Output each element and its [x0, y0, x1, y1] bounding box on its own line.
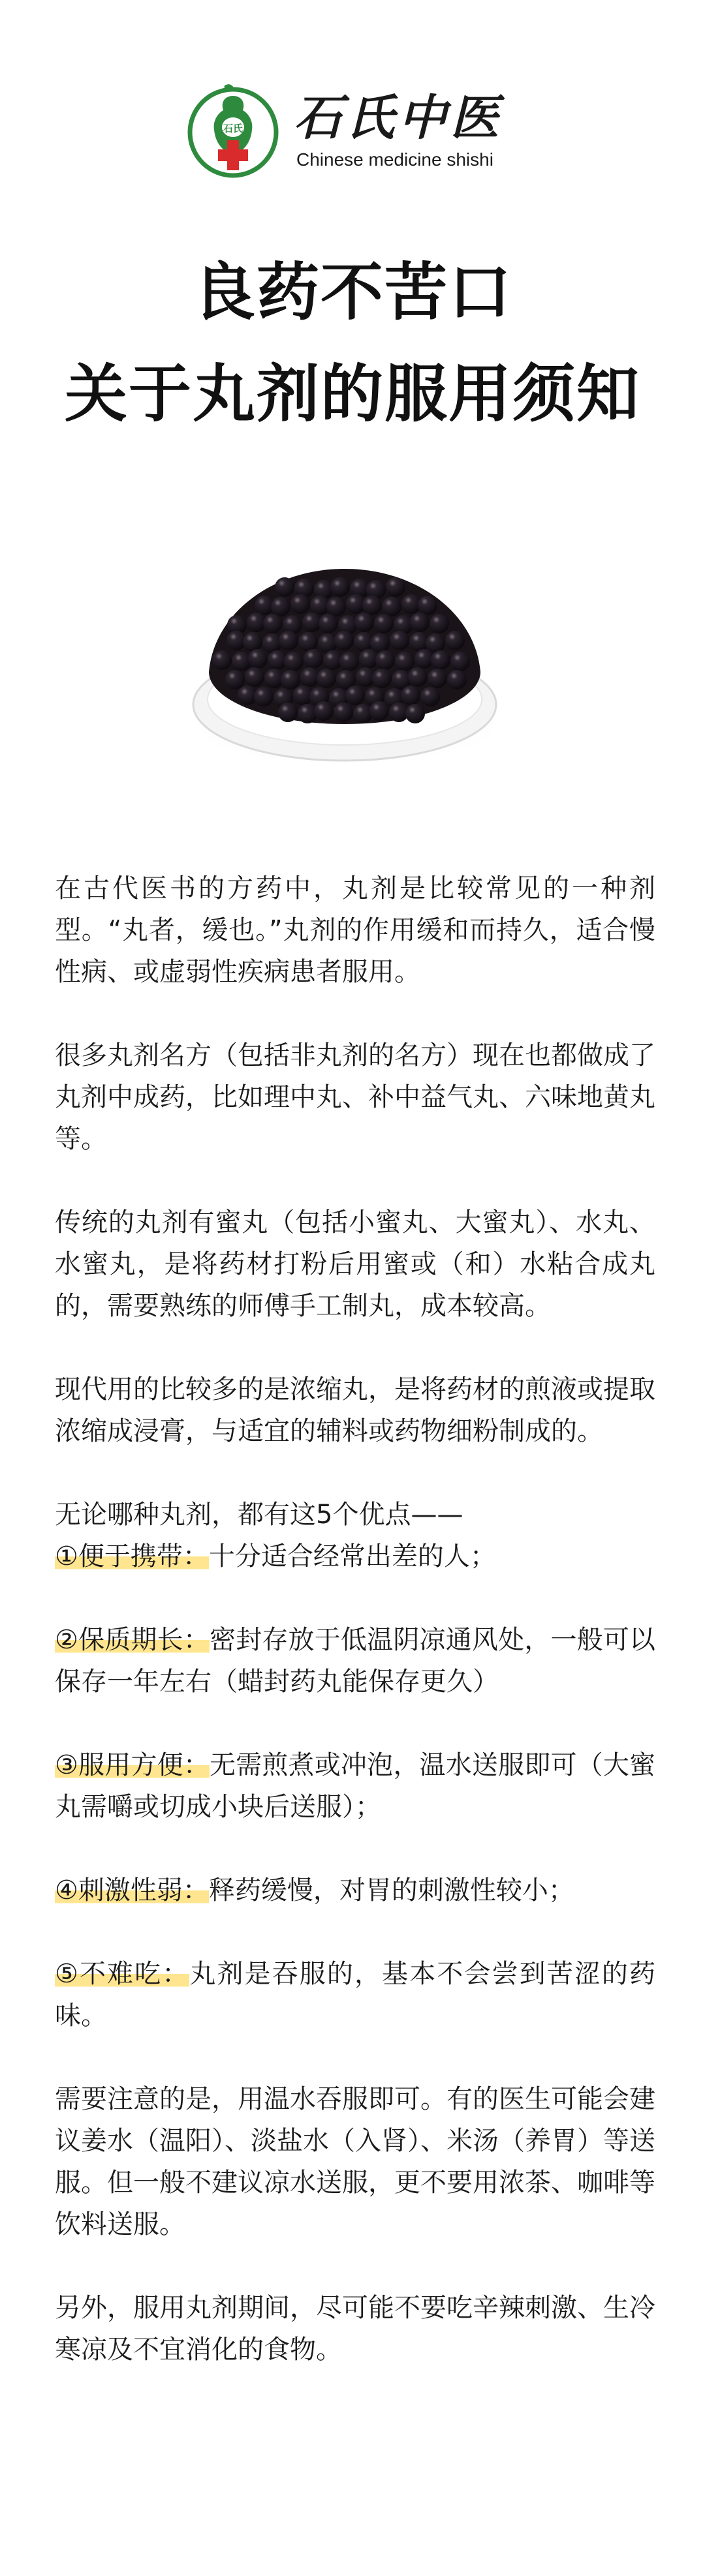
advantage-item-1: ①便于携带：十分适合经常出差的人；	[55, 1541, 496, 1571]
logo-text	[294, 90, 503, 171]
paragraph-modern-pills: 现代用的比较多的是浓缩丸，是将药材的煎液或提取浓缩成浸膏，与适宜的辅料或药物细粉制成的。	[55, 1374, 655, 1446]
pill	[298, 704, 317, 723]
pill	[279, 631, 298, 650]
pill	[410, 613, 430, 632]
pill	[428, 669, 447, 688]
paragraph-advantages-intro: 无论哪种丸剂，都有这5个优点——	[55, 1500, 463, 1530]
pill	[447, 670, 467, 689]
pill	[374, 614, 394, 633]
pill	[212, 650, 232, 670]
pill	[319, 614, 338, 633]
advantage-label-highlight: ①便于携带：	[55, 1541, 209, 1571]
title-line-2: 关于丸剂的服用须知	[65, 357, 640, 431]
paragraph-attention: 需要注意的是，用温水吞服即可。有的医生可能会建议姜水（温阳）、淡盐水（入肾）、米汤（养胃）等送服。但一般不建议凉水送服，更不要用浓茶、咖啡等饮料送服。	[55, 2084, 655, 2239]
title-line-1: 良药不苦口	[193, 256, 512, 329]
article-body	[55, 868, 655, 2371]
pill	[345, 686, 365, 705]
pill	[431, 650, 450, 670]
pill	[330, 577, 350, 597]
pill	[362, 596, 382, 615]
pill	[450, 652, 470, 671]
pill-plate-image	[175, 528, 514, 776]
advantage-item-2: ②保质期长：密封存放于低温阴凉通风处，一般可以保存一年左右（蜡封药丸能保存更久）	[55, 1625, 656, 1697]
pill	[405, 704, 425, 723]
pill	[408, 667, 428, 687]
svg-text:石氏: 石氏	[223, 123, 243, 134]
pill	[290, 594, 310, 614]
pill	[284, 652, 304, 671]
pill	[281, 670, 300, 689]
pill	[375, 650, 395, 670]
pill	[395, 652, 415, 671]
brand-logo	[184, 78, 537, 183]
advantage-label-highlight: ④刺激性弱：	[55, 1875, 209, 1905]
pill	[339, 652, 359, 671]
advantage-item-3: ③服用方便：无需煎煮或冲泡，温水送服即可（大蜜丸需嚼或切成小块后送服）；	[55, 1750, 656, 1822]
pill	[354, 613, 374, 632]
pill	[304, 649, 323, 669]
paragraph-intro: 在古代医书的方药中，丸剂是比较常见的一种剂型。“丸者，缓也。”丸剂的作用缓和而持久，适合慢性病、或虚弱性疾病患者服用。	[55, 873, 655, 987]
pill	[243, 632, 262, 652]
pill	[445, 631, 465, 650]
pill	[262, 633, 282, 653]
pill	[353, 704, 373, 723]
pill	[372, 669, 392, 688]
pill	[418, 596, 437, 615]
pill	[278, 703, 298, 722]
pill	[430, 614, 449, 633]
page-title	[0, 241, 705, 445]
advantage-label-highlight: ②保质期长：	[55, 1625, 210, 1655]
pill	[326, 597, 346, 616]
pill	[248, 649, 268, 669]
pill	[298, 632, 318, 652]
pill	[254, 687, 274, 706]
pill	[334, 703, 353, 722]
pill	[225, 670, 245, 689]
pill	[314, 701, 334, 721]
advantage-item-4: ④刺激性弱：释药缓慢，对胃的刺激性较小；	[55, 1875, 574, 1905]
pill	[401, 686, 420, 705]
pill	[369, 701, 389, 721]
paragraph-famous-prescriptions: 很多丸剂名方（包括非丸剂的名方）现在也都做成了丸剂中成药，比如理中丸、补中益气丸、六味地黄丸等。	[55, 1040, 655, 1154]
pill	[263, 614, 283, 633]
pill	[318, 633, 337, 653]
pill	[245, 667, 264, 687]
advantage-item-5: ⑤不难吃：丸剂是吞服的，基本不会尝到苦涩的药味。	[55, 1959, 656, 2031]
paragraph-diet-advice: 另外，服用丸剂期间，尽可能不要吃辛辣刺激、生冷寒凉及不宜消化的食物。	[55, 2293, 655, 2365]
advantage-label-highlight: ⑤不难吃：	[55, 1959, 190, 1989]
logo-chinese-name: 石氏中医	[294, 90, 503, 146]
pill	[390, 631, 409, 650]
pill	[420, 687, 440, 706]
pill	[275, 577, 294, 597]
logo-english-name: Chinese medicine shishi	[296, 149, 494, 170]
advantage-label-highlight: ③服用方便：	[55, 1750, 210, 1780]
pill	[334, 631, 354, 650]
pill	[317, 669, 336, 688]
pill	[271, 597, 290, 616]
pill	[382, 597, 401, 616]
paragraph-traditional-pills: 传统的丸剂有蜜丸（包括小蜜丸、大蜜丸）、水丸、水蜜丸，是将药材打粉后用蜜或（和）水粘合成丸的，需要熟练的师傅手工制丸，成本较高。	[55, 1207, 655, 1321]
gourd-cross-logo-icon	[184, 82, 282, 179]
pill	[232, 652, 251, 671]
pill	[386, 577, 405, 597]
